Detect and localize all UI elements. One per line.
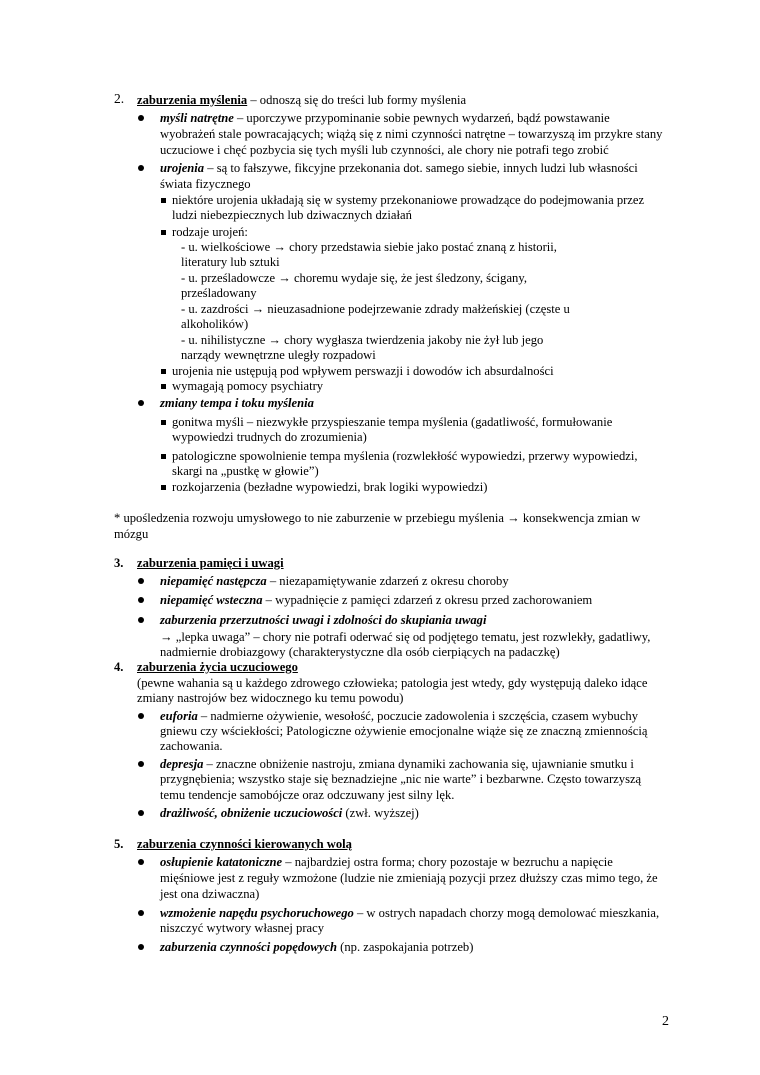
bullet-icon [138, 617, 144, 623]
sub-item-text: wypowiedzi trudnych do zrozumienia) [172, 430, 367, 444]
list-item-depresja [160, 756, 634, 772]
list-item-text: – najbardziej ostra forma; chory pozostaje w bezruchu a napięcie [282, 855, 613, 869]
list-item-text: gniewu czy wściekłości; Patologiczne ożywienie emocjonalne wiąże się ze znaczną zmiennością [160, 724, 648, 738]
bullet-icon [138, 165, 144, 171]
square-bullet-icon [161, 454, 166, 459]
bullet-icon [138, 115, 144, 121]
sub-item-text: niektóre urojenia układają się w systemy przekonaniowe prowadzące do podejmowania przez [172, 193, 645, 207]
list-item-text: – znaczne obniżenie nastroju, zmiana dynamiki zachowania się, ujawnianie smutku i [203, 757, 634, 771]
list-item-drazliwosc [160, 805, 419, 821]
delusion-type: - u. wielkościowe → chory przedstawia siebie jako postać znaną z historii, [181, 240, 557, 254]
list-item-text: – wypadnięcie z pamięci zdarzeń z okresu przed zachorowaniem [262, 593, 593, 607]
bullet-icon [138, 597, 144, 603]
sub-item-text: gonitwa myśli – niezwykłe przyspieszanie tempa myślenia (gadatliwość, formułowanie [172, 415, 613, 429]
bullet-icon [138, 578, 144, 584]
list-item-text: świata fizycznego [160, 177, 251, 191]
term-przerzutnosc: zaburzenia przerzutności uwagi i zdolności do skupiania uwagi [160, 613, 487, 627]
list-item-text: przygnębienia; wszystko staje się beznadziejne „nic nie warte” i bezbarwne. Często towarzyszą [160, 772, 642, 786]
list-item-natretne [160, 110, 610, 126]
bullet-icon [138, 859, 144, 865]
delusion-type: - u. zazdrości → nieuzasadnione podejrzewanie zdrady małżeńskiej (częste u [181, 302, 570, 316]
bullet-icon [138, 910, 144, 916]
list-item-nastepcza [160, 573, 509, 589]
section-2-number: 2. [114, 91, 125, 106]
list-item-text: temu tendencje samobójcze oraz odczuwany jest silny lęk. [160, 788, 455, 802]
list-item-text: niszczyć wytwory własnej pracy [160, 921, 325, 935]
sub-item-text: rozkojarzenia (bezładne wypowiedzi, brak logiki wypowiedzi) [172, 480, 488, 494]
bullet-icon [138, 713, 144, 719]
delusion-type: - u. nihilistyczne → chory wygłasza twierdzenia jakoby nie żył lub jego [181, 333, 544, 347]
list-item-oslupienie [160, 854, 613, 870]
sub-item-text: ludzi niebezpiecznych lub dziwacznych działań [172, 208, 412, 222]
list-item-naped [160, 905, 659, 921]
term-euforia: euforia [160, 709, 198, 723]
section-2-heading [137, 92, 466, 108]
square-bullet-icon [161, 485, 166, 490]
page-number: 2 [662, 1014, 669, 1029]
list-item-text: – nadmierne ożywienie, wesołość, poczucie zadowolenia i szczęścia, czasem wybuchy [197, 709, 639, 723]
delusion-type: narządy wewnętrzne uległy rozpadowi [181, 348, 376, 362]
square-bullet-icon [161, 384, 166, 389]
delusion-type: alkoholików) [181, 317, 249, 331]
sub-item-text: urojenia nie ustępują pod wpływem perswazji i dowodów ich absurdalności [172, 364, 554, 378]
sub-item-text: skargi na „pustkę w głowie”) [172, 464, 319, 478]
sub-item-text: rodzaje urojeń: [172, 225, 248, 239]
section-2-title: zaburzenia myślenia [137, 93, 248, 107]
section-4-number: 4. [114, 660, 124, 674]
section-4-title: zaburzenia życia uczuciowego [137, 660, 298, 674]
term-depresja: depresja [160, 757, 204, 771]
list-item-text: mięśniowe jest z reguły wzmożone (ludzie nie zmieniają pozycji przez dłuższy czas mimo tego, że [160, 871, 658, 885]
term-urojenia: urojenia [160, 161, 205, 175]
list-item-text: nadmiernie drobiazgowy (charakterystyczne dla osób cierpiących na padaczkę) [160, 645, 560, 659]
section-3-title: zaburzenia pamięci i uwagi [137, 556, 284, 570]
term-nastepcza: niepamięć następcza [160, 574, 267, 588]
square-bullet-icon [161, 420, 166, 425]
term-naped: wzmożenie napędu psychoruchowego [160, 906, 354, 920]
bullet-icon [138, 944, 144, 950]
list-item-text: zachowania. [160, 739, 223, 753]
term-popedy: zaburzenia czynności popędowych [160, 940, 338, 954]
section-2-description: – odnoszą się do treści lub formy myślenia [247, 93, 467, 107]
list-item-text: uczuciowe i chęć pozbycia się tych myśli lub czynności, ale chory nie potrafi tego zrobić [160, 143, 609, 157]
section-4-intro: zmiany nastrojów bez widocznego ku temu powodu) [137, 691, 404, 705]
list-item-text: – są to fałszywe, fikcyjne przekonania dot. samego siebie, innych ludzi lub własności [204, 161, 638, 175]
sub-item-text: wymagają pomocy psychiatry [172, 379, 324, 393]
term-natretne: myśli natrętne [160, 111, 234, 125]
list-item-text: – w ostrych napadach chorzy mogą demolować mieszkania, [353, 906, 660, 920]
list-item-popedy [160, 939, 473, 955]
square-bullet-icon [161, 369, 166, 374]
bullet-icon [138, 810, 144, 816]
square-bullet-icon [161, 198, 166, 203]
list-item-euforia [160, 708, 638, 724]
term-wsteczna: niepamięć wsteczna [160, 593, 263, 607]
footnote-text: mózgu [114, 527, 149, 541]
delusion-type: literatury lub sztuki [181, 255, 280, 269]
list-item-wsteczna [160, 592, 592, 608]
term-oslupienie: osłupienie katatoniczne [160, 855, 283, 869]
square-bullet-icon [161, 230, 166, 235]
list-item-text: (zwł. wyższej) [342, 806, 419, 820]
term-tempo: zmiany tempa i toku myślenia [160, 396, 314, 410]
delusion-type: - u. prześladowcze → choremu wydaje się, że jest śledzony, ścigany, [181, 271, 527, 285]
list-item-text: – niezapamiętywanie zdarzeń z okresu choroby [266, 574, 509, 588]
bullet-icon [138, 761, 144, 767]
section-4-intro: (pewne wahania są u każdego zdrowego człowieka; patologia jest wtedy, gdy występują daleko idące [137, 676, 648, 690]
list-item-text: – uporczywe przypominanie sobie pewnych wydarzeń, bądź powstawanie [233, 111, 610, 125]
section-5-number: 5. [114, 837, 124, 851]
term-drazliwosc: drażliwość, obniżenie uczuciowości [160, 806, 343, 820]
bullet-icon [138, 400, 144, 406]
list-item-text: (np. zaspokajania potrzeb) [337, 940, 474, 954]
section-5-title: zaburzenia czynności kierowanych wolą [137, 837, 352, 851]
section-3-number: 3. [114, 556, 124, 570]
footnote-text: * upośledzenia rozwoju umysłowego to nie zaburzenie w przebiegu myślenia → konsekwencja zmian w [114, 511, 641, 525]
list-item-text: wyobrażeń stale powracających; wiążą się z nimi czynności natrętne – towarzyszą im przykre stany [160, 127, 663, 141]
list-item-text: jest ona dziwaczna) [160, 887, 260, 901]
list-item-text: → „lepka uwaga” – chory nie potrafi oderwać się od podjętego tematu, jest rozwlekły, gadatliwy, [160, 630, 651, 644]
list-item-urojenia [160, 160, 638, 176]
sub-item-text: patologiczne spowolnienie tempa myślenia (rozwlekłość wypowiedzi, przerwy wypowiedzi, [172, 449, 638, 463]
delusion-type: prześladowany [181, 286, 257, 300]
